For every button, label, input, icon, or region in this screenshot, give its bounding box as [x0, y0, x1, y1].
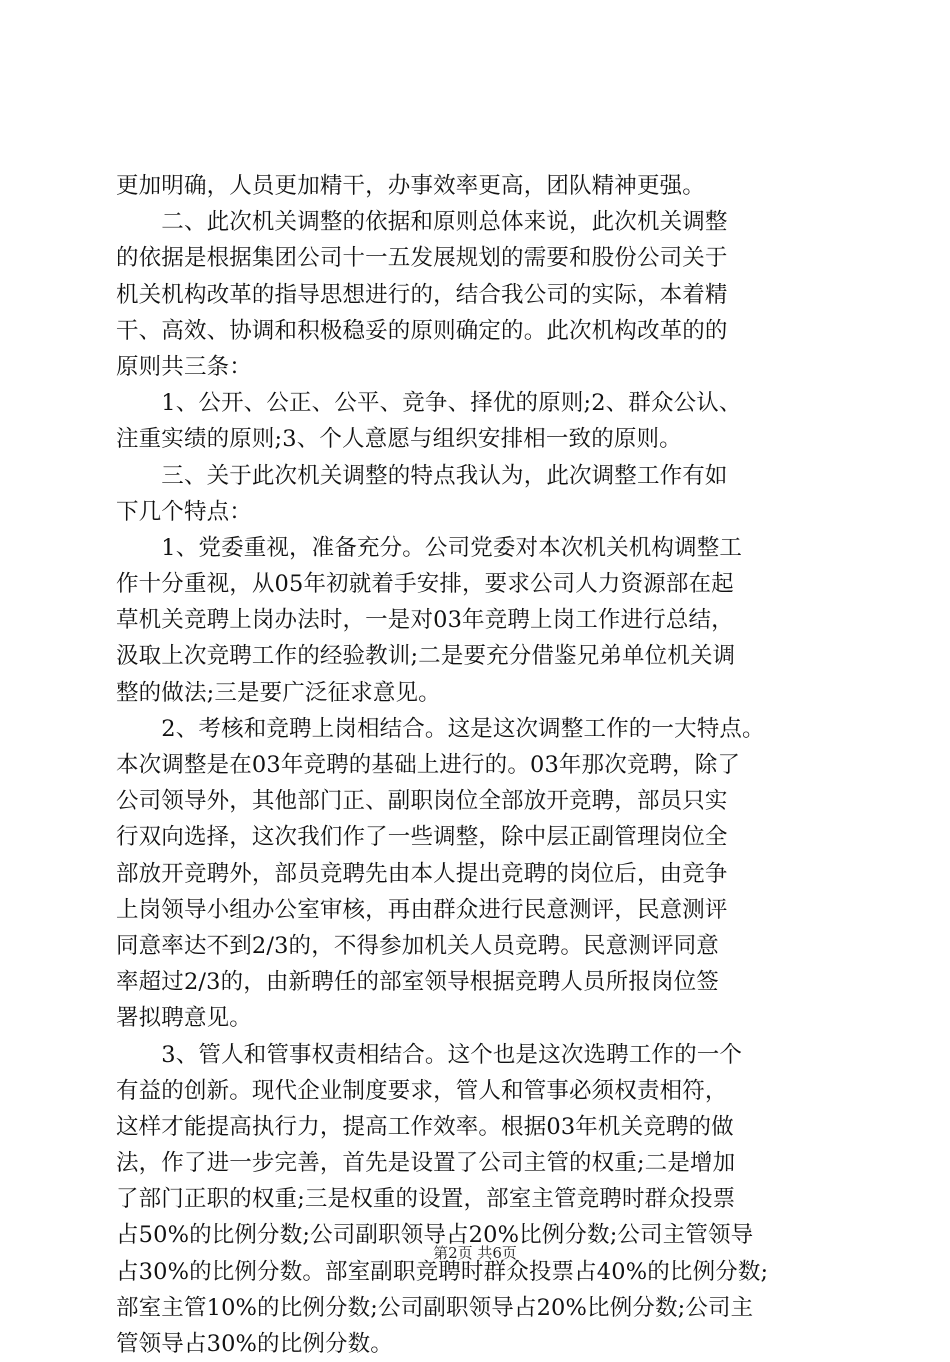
- text-line: 的依据是根据集团公司十一五发展规划的需要和股份公司关于: [116, 245, 728, 272]
- text-line: 原则共三条：: [116, 353, 252, 380]
- text-line: 公司领导外，其他部门正、副职岗位全部放开竞聘，部员只实: [116, 788, 728, 815]
- text-line: 干、高效、协调和积极稳妥的原则确定的。此次机构改革的的: [116, 317, 728, 344]
- text-line: 下几个特点：: [116, 498, 252, 525]
- text-line: 行双向选择，这次我们作了一些调整，除中层正副管理岗位全: [116, 824, 728, 851]
- text-line: 署拟聘意见。: [116, 1005, 252, 1032]
- text-line: 更加明确，人员更加精干，办事效率更高，团队精神更强。: [116, 173, 705, 199]
- text-line: 2、考核和竞聘上岗相结合。这是这次调整工作的一大特点。: [116, 715, 765, 742]
- text-line: 同意率达不到2/3的，不得参加机关人员竞聘。民意测评同意: [116, 932, 719, 959]
- text-line: 3、管人和管事权责相结合。这个也是这次选聘工作的一个: [116, 1041, 743, 1068]
- text-line: 率超过2/3的，由新聘任的部室领导根据竞聘人员所报岗位签: [116, 969, 719, 996]
- text-line: 汲取上次竞聘工作的经验教训;二是要充分借鉴兄弟单位机关调: [116, 643, 736, 670]
- text-line: 管领导占30%的比例分数。: [116, 1331, 393, 1357]
- document-body: [116, 168, 846, 1362]
- text-line: 1、党委重视，准备充分。公司党委对本次机关机构调整工: [116, 534, 743, 561]
- text-line: 二、此次机关调整的依据和原则总体来说，此次机关调整: [116, 209, 728, 236]
- text-line: 整的做法;三是要广泛征求意见。: [116, 679, 441, 706]
- text-line: 部室主管10%的比例分数;公司副职领导占20%比例分数;公司主: [116, 1294, 754, 1321]
- text-line: 法，作了进一步完善，首先是设置了公司主管的权重;二是增加: [116, 1150, 736, 1177]
- text-line: 了部门正职的权重;三是权重的设置，部室主管竞聘时群众投票: [116, 1186, 736, 1213]
- text-line: 有益的创新。现代企业制度要求，管人和管事必须权责相符，: [116, 1077, 728, 1104]
- text-line: 作十分重视，从05年初就着手安排，要求公司人力资源部在起: [116, 571, 734, 598]
- text-line: 本次调整是在03年竞聘的基础上进行的。03年那次竞聘，除了: [116, 752, 741, 778]
- text-line: 注重实绩的原则;3、个人意愿与组织安排相一致的原则。: [116, 426, 682, 453]
- text-line: 三、关于此次机关调整的特点我认为，此次调整工作有如: [116, 462, 728, 489]
- page-number-footer: 第2页 共6页: [433, 1244, 517, 1262]
- text-line: 1、公开、公正、公平、竞争、择优的原则;2、群众公认、: [116, 390, 742, 417]
- text-line: 占30%的比例分数。部室副职竞聘时群众投票占40%的比例分数;: [116, 1258, 769, 1285]
- text-line: 占50%的比例分数;公司副职领导占20%比例分数;公司主管领导: [116, 1222, 754, 1249]
- text-line: 草机关竞聘上岗办法时，一是对03年竞聘上岗工作进行总结，: [116, 607, 734, 634]
- text-line: 这样才能提高执行力，提高工作效率。根据03年机关竞聘的做: [116, 1113, 734, 1140]
- text-line: 机关机构改革的指导思想进行的，结合我公司的实际，本着精: [116, 281, 728, 308]
- text-line: 部放开竞聘外，部员竞聘先由本人提出竞聘的岗位后，由竞争: [116, 860, 728, 887]
- text-line: 上岗领导小组办公室审核，再由群众进行民意测评，民意测评: [116, 896, 728, 923]
